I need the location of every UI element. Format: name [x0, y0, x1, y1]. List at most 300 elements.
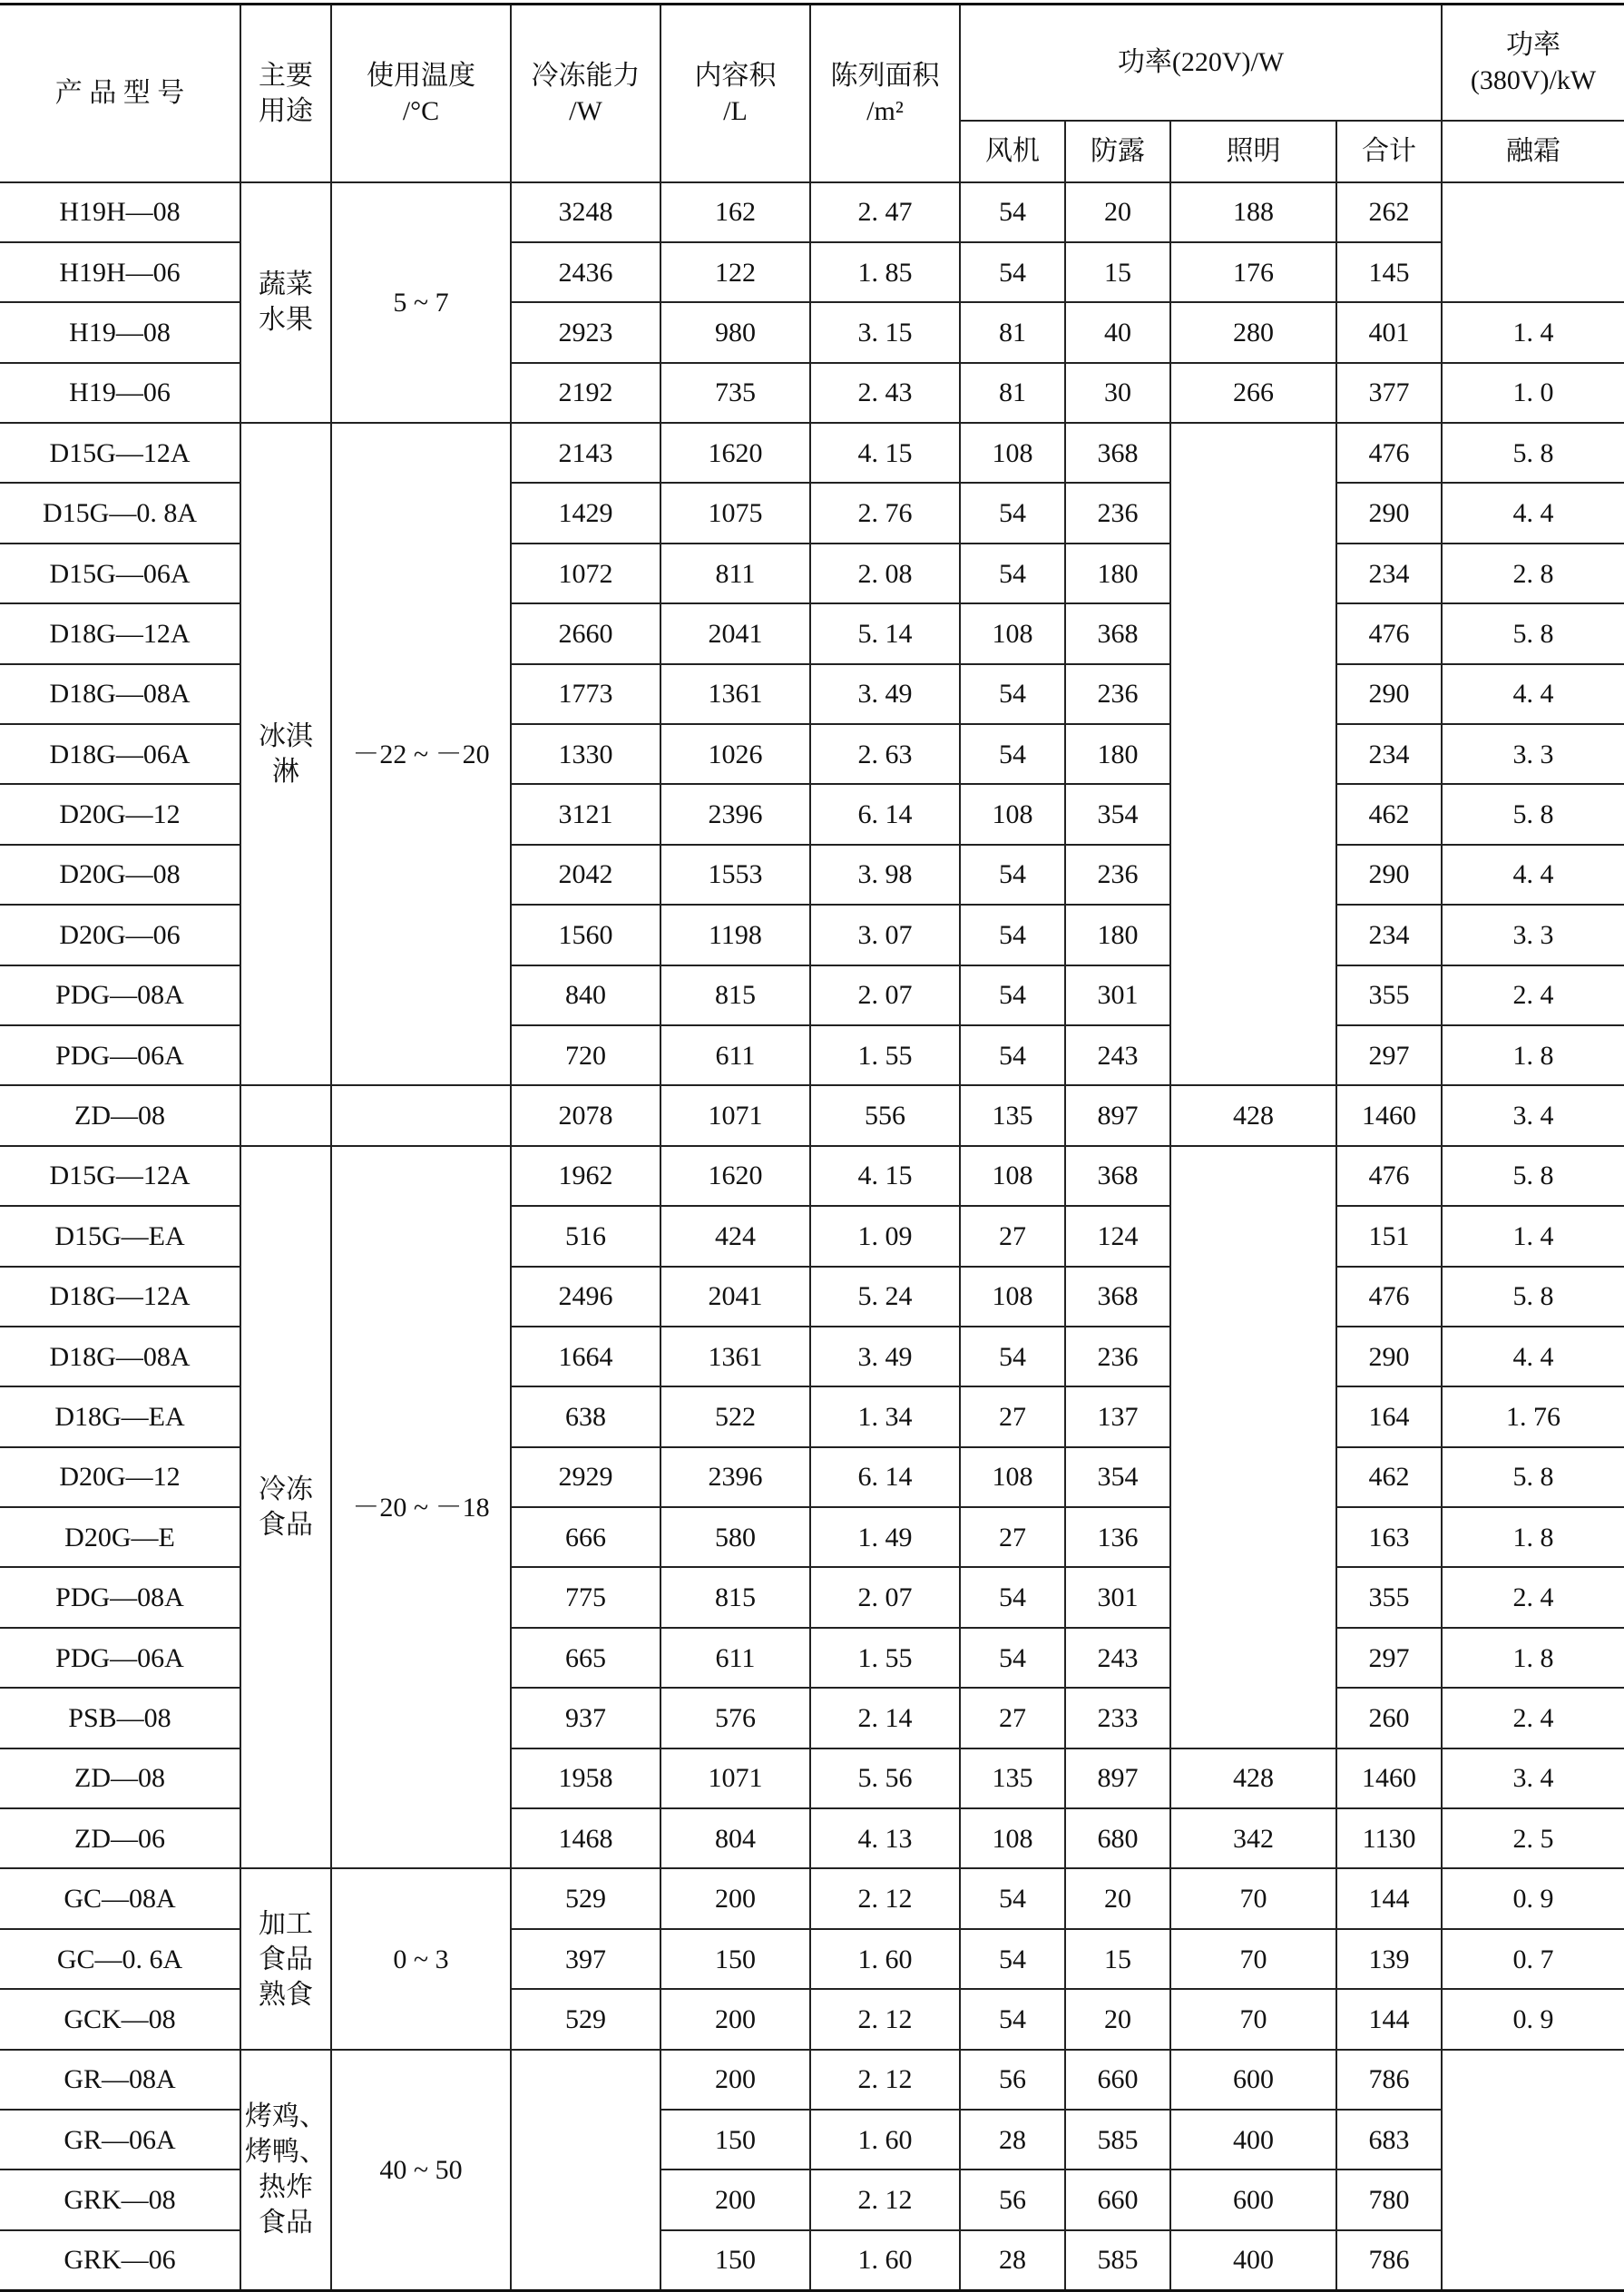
defrost-cell: 5. 8 [1442, 423, 1624, 483]
volume-cell: 815 [660, 1567, 810, 1627]
defrost-cell: 5. 8 [1442, 603, 1624, 663]
defrost-cell: 2. 4 [1442, 1567, 1624, 1627]
model-cell: D20G—12 [0, 1447, 240, 1507]
table-row [0, 1868, 1624, 1928]
defrost-cell: 2. 8 [1442, 544, 1624, 603]
defrost-cell: 4. 4 [1442, 1327, 1624, 1386]
volume-cell: 815 [660, 965, 810, 1025]
total-cell: 780 [1336, 2170, 1442, 2229]
area-cell: 2. 63 [810, 724, 960, 784]
capacity-cell: 775 [511, 1567, 660, 1627]
volume-cell: 162 [660, 182, 810, 242]
volume-cell: 200 [660, 2170, 810, 2229]
dew-cell: 180 [1065, 905, 1170, 965]
capacity-cell: 1560 [511, 905, 660, 965]
total-cell: 1130 [1336, 1808, 1442, 1868]
dew-cell: 585 [1065, 2230, 1170, 2290]
total-cell: 476 [1336, 1267, 1442, 1327]
capacity-cell: 2078 [511, 1085, 660, 1145]
total-cell: 1460 [1336, 1085, 1442, 1145]
use-cell: 加工 食品 熟食 [240, 1868, 331, 2049]
temp-cell: 5 ~ 7 [331, 182, 511, 424]
volume-cell: 1071 [660, 1748, 810, 1808]
fan-cell: 54 [960, 483, 1065, 543]
light-cell: 600 [1170, 2050, 1336, 2110]
total-cell: 786 [1336, 2050, 1442, 2110]
total-cell: 401 [1336, 302, 1442, 362]
model-cell: H19—06 [0, 363, 240, 423]
total-cell: 297 [1336, 1628, 1442, 1688]
dew-cell: 660 [1065, 2050, 1170, 2110]
model-cell: D18G—12A [0, 603, 240, 663]
dew-cell: 301 [1065, 1567, 1170, 1627]
fan-cell: 135 [960, 1748, 1065, 1808]
area-cell: 1. 55 [810, 1025, 960, 1085]
dew-cell: 660 [1065, 2170, 1170, 2229]
header-defrost: 融霜 [1442, 121, 1624, 182]
fan-cell: 54 [960, 1929, 1065, 1989]
light-cell: 188 [1170, 182, 1336, 242]
light-cell: 400 [1170, 2110, 1336, 2170]
defrost-cell: 5. 8 [1442, 1146, 1624, 1206]
header-power-380v: 功率 (380V)/kW [1442, 5, 1624, 121]
total-cell: 164 [1336, 1386, 1442, 1446]
area-cell: 3. 49 [810, 1327, 960, 1386]
capacity-cell: 665 [511, 1628, 660, 1688]
total-cell: 297 [1336, 1025, 1442, 1085]
capacity-cell: 720 [511, 1025, 660, 1085]
defrost-cell [1442, 182, 1624, 303]
capacity-cell: 1773 [511, 664, 660, 724]
light-cell: 70 [1170, 1929, 1336, 1989]
defrost-cell [1442, 2050, 1624, 2291]
fan-cell: 81 [960, 302, 1065, 362]
temp-cell: 40 ~ 50 [331, 2050, 511, 2291]
model-cell: D18G—06A [0, 724, 240, 784]
volume-cell: 1620 [660, 423, 810, 483]
dew-cell: 680 [1065, 1808, 1170, 1868]
defrost-cell: 2. 4 [1442, 965, 1624, 1025]
total-cell: 355 [1336, 1567, 1442, 1627]
capacity-cell: 3121 [511, 784, 660, 844]
area-cell: 3. 07 [810, 905, 960, 965]
table-body [0, 182, 1624, 2291]
capacity-cell: 1468 [511, 1808, 660, 1868]
defrost-cell: 1. 8 [1442, 1507, 1624, 1567]
capacity-cell: 2923 [511, 302, 660, 362]
volume-cell: 2396 [660, 784, 810, 844]
model-cell: D18G—EA [0, 1386, 240, 1446]
volume-cell: 522 [660, 1386, 810, 1446]
volume-cell: 1071 [660, 1085, 810, 1145]
area-cell: 2. 43 [810, 363, 960, 423]
dew-cell: 20 [1065, 1989, 1170, 2049]
capacity-cell: 3248 [511, 182, 660, 242]
capacity-cell: 2660 [511, 603, 660, 663]
use-cell: 烤鸡、 烤鸭、 热炸 食品 [240, 2050, 331, 2291]
dew-cell: 368 [1065, 423, 1170, 483]
defrost-cell: 3. 3 [1442, 905, 1624, 965]
total-cell: 476 [1336, 1146, 1442, 1206]
light-cell: 428 [1170, 1085, 1336, 1145]
temp-cell: 0 ~ 3 [331, 1868, 511, 2049]
model-cell: GCK—08 [0, 1989, 240, 2049]
area-cell: 1. 85 [810, 242, 960, 302]
fan-cell: 54 [960, 664, 1065, 724]
dew-cell: 354 [1065, 1447, 1170, 1507]
volume-cell: 980 [660, 302, 810, 362]
total-cell: 290 [1336, 664, 1442, 724]
fan-cell: 54 [960, 1628, 1065, 1688]
model-cell: PDG—06A [0, 1628, 240, 1688]
fan-cell: 54 [960, 544, 1065, 603]
model-cell: GC—08A [0, 1868, 240, 1928]
defrost-cell: 2. 4 [1442, 1688, 1624, 1748]
use-cell: 冰淇 淋 [240, 423, 331, 1085]
dew-cell: 15 [1065, 242, 1170, 302]
area-cell: 1. 49 [810, 1507, 960, 1567]
dew-cell: 136 [1065, 1507, 1170, 1567]
volume-cell: 611 [660, 1025, 810, 1085]
dew-cell: 243 [1065, 1025, 1170, 1085]
defrost-cell: 1. 76 [1442, 1386, 1624, 1446]
use-cell: 冷冻 食品 [240, 1146, 331, 1869]
area-cell: 2. 07 [810, 965, 960, 1025]
total-cell: 377 [1336, 363, 1442, 423]
total-cell: 234 [1336, 905, 1442, 965]
defrost-cell: 1. 4 [1442, 302, 1624, 362]
dew-cell: 368 [1065, 1146, 1170, 1206]
total-cell: 234 [1336, 544, 1442, 603]
fan-cell: 56 [960, 2170, 1065, 2229]
light-cell: 70 [1170, 1868, 1336, 1928]
defrost-cell: 1. 4 [1442, 1206, 1624, 1266]
dew-cell: 236 [1065, 1327, 1170, 1386]
capacity-cell: 1664 [511, 1327, 660, 1386]
volume-cell: 1620 [660, 1146, 810, 1206]
light-cell: 428 [1170, 1748, 1336, 1808]
dew-cell: 897 [1065, 1748, 1170, 1808]
volume-cell: 150 [660, 1929, 810, 1989]
dew-cell: 368 [1065, 1267, 1170, 1327]
volume-cell: 200 [660, 1989, 810, 2049]
fan-cell: 54 [960, 1989, 1065, 2049]
total-cell: 144 [1336, 1989, 1442, 2049]
model-cell: PSB—08 [0, 1688, 240, 1748]
area-cell: 6. 14 [810, 784, 960, 844]
total-cell: 139 [1336, 1929, 1442, 1989]
temp-cell [331, 1085, 511, 1145]
dew-cell: 368 [1065, 603, 1170, 663]
area-cell: 3. 15 [810, 302, 960, 362]
area-cell: 3. 98 [810, 845, 960, 905]
model-cell: GC—0. 6A [0, 1929, 240, 1989]
model-cell: D18G—08A [0, 1327, 240, 1386]
header-power-220v: 功率(220V)/W [960, 5, 1442, 121]
defrost-cell: 3. 3 [1442, 724, 1624, 784]
defrost-cell: 0. 9 [1442, 1868, 1624, 1928]
dew-cell: 137 [1065, 1386, 1170, 1446]
total-cell: 290 [1336, 483, 1442, 543]
fan-cell: 27 [960, 1507, 1065, 1567]
model-cell: D20G—E [0, 1507, 240, 1567]
volume-cell: 1361 [660, 1327, 810, 1386]
capacity-cell: 1962 [511, 1146, 660, 1206]
capacity-cell: 2042 [511, 845, 660, 905]
model-cell: D15G—06A [0, 544, 240, 603]
model-cell: D15G—12A [0, 423, 240, 483]
temp-cell: －20 ~ －18 [331, 1146, 511, 1869]
light-cell: 400 [1170, 2230, 1336, 2290]
total-cell: 462 [1336, 1447, 1442, 1507]
fan-cell: 108 [960, 1447, 1065, 1507]
defrost-cell: 5. 8 [1442, 1267, 1624, 1327]
total-cell: 1460 [1336, 1748, 1442, 1808]
area-cell: 4. 13 [810, 1808, 960, 1868]
defrost-cell: 1. 0 [1442, 363, 1624, 423]
header-area: 陈列面积 /m² [810, 5, 960, 182]
table-row [0, 1085, 1624, 1145]
fan-cell: 54 [960, 724, 1065, 784]
header-fan: 风机 [960, 121, 1065, 182]
total-cell: 786 [1336, 2230, 1442, 2290]
model-cell: H19H—08 [0, 182, 240, 242]
model-cell: D15G—12A [0, 1146, 240, 1206]
capacity-cell: 529 [511, 1989, 660, 2049]
fan-cell: 28 [960, 2230, 1065, 2290]
total-cell: 145 [1336, 242, 1442, 302]
total-cell: 260 [1336, 1688, 1442, 1748]
model-cell: ZD—06 [0, 1808, 240, 1868]
table-row [0, 2050, 1624, 2110]
header-dew: 防露 [1065, 121, 1170, 182]
light-cell: 176 [1170, 242, 1336, 302]
header-volume: 内容积 /L [660, 5, 810, 182]
capacity-cell: 937 [511, 1688, 660, 1748]
capacity-cell: 2929 [511, 1447, 660, 1507]
defrost-cell: 4. 4 [1442, 483, 1624, 543]
area-cell: 556 [810, 1085, 960, 1145]
table-row [0, 182, 1624, 242]
header-model: 产 品 型 号 [0, 5, 240, 182]
volume-cell: 1553 [660, 845, 810, 905]
area-cell: 1. 09 [810, 1206, 960, 1266]
model-cell: D15G—EA [0, 1206, 240, 1266]
fan-cell: 108 [960, 423, 1065, 483]
volume-cell: 150 [660, 2230, 810, 2290]
light-cell: 266 [1170, 363, 1336, 423]
dew-cell: 124 [1065, 1206, 1170, 1266]
area-cell: 4. 15 [810, 1146, 960, 1206]
volume-cell: 580 [660, 1507, 810, 1567]
header-capacity: 冷冻能力 /W [511, 5, 660, 182]
area-cell: 6. 14 [810, 1447, 960, 1507]
defrost-cell: 5. 8 [1442, 1447, 1624, 1507]
fan-cell: 27 [960, 1206, 1065, 1266]
volume-cell: 2396 [660, 1447, 810, 1507]
volume-cell: 1075 [660, 483, 810, 543]
area-cell: 1. 55 [810, 1628, 960, 1688]
dew-cell: 233 [1065, 1688, 1170, 1748]
model-cell: D20G—08 [0, 845, 240, 905]
capacity-cell: 2192 [511, 363, 660, 423]
capacity-cell: 2143 [511, 423, 660, 483]
total-cell: 163 [1336, 1507, 1442, 1567]
fan-cell: 27 [960, 1386, 1065, 1446]
area-cell: 2. 12 [810, 1868, 960, 1928]
dew-cell: 301 [1065, 965, 1170, 1025]
area-cell: 2. 12 [810, 1989, 960, 2049]
volume-cell: 122 [660, 242, 810, 302]
dew-cell: 236 [1065, 483, 1170, 543]
table-row [0, 1146, 1624, 1206]
capacity-cell: 666 [511, 1507, 660, 1567]
area-cell: 1. 60 [810, 2110, 960, 2170]
defrost-cell: 0. 9 [1442, 1989, 1624, 2049]
area-cell: 2. 47 [810, 182, 960, 242]
volume-cell: 2041 [660, 1267, 810, 1327]
area-cell: 1. 60 [810, 2230, 960, 2290]
fan-cell: 56 [960, 2050, 1065, 2110]
fan-cell: 54 [960, 182, 1065, 242]
model-cell: D20G—12 [0, 784, 240, 844]
dew-cell: 30 [1065, 363, 1170, 423]
model-cell: ZD—08 [0, 1085, 240, 1145]
model-cell: D20G—06 [0, 905, 240, 965]
defrost-cell: 0. 7 [1442, 1929, 1624, 1989]
total-cell: 462 [1336, 784, 1442, 844]
area-cell: 4. 15 [810, 423, 960, 483]
header-light: 照明 [1170, 121, 1336, 182]
dew-cell: 15 [1065, 1929, 1170, 1989]
model-cell: GRK—08 [0, 2170, 240, 2229]
volume-cell: 1361 [660, 664, 810, 724]
capacity-cell: 638 [511, 1386, 660, 1446]
fan-cell: 108 [960, 1808, 1065, 1868]
model-cell: D18G—12A [0, 1267, 240, 1327]
capacity-cell [511, 2050, 660, 2291]
volume-cell: 200 [660, 1868, 810, 1928]
area-cell: 2. 12 [810, 2170, 960, 2229]
fan-cell: 54 [960, 965, 1065, 1025]
volume-cell: 424 [660, 1206, 810, 1266]
dew-cell: 354 [1065, 784, 1170, 844]
dew-cell: 20 [1065, 1868, 1170, 1928]
total-cell: 144 [1336, 1868, 1442, 1928]
fan-cell: 54 [960, 1025, 1065, 1085]
model-cell: H19H—06 [0, 242, 240, 302]
area-cell: 1. 60 [810, 1929, 960, 1989]
fan-cell: 108 [960, 603, 1065, 663]
light-cell: 600 [1170, 2170, 1336, 2229]
area-cell: 2. 12 [810, 2050, 960, 2110]
capacity-cell: 1958 [511, 1748, 660, 1808]
table-header [0, 5, 1624, 182]
model-cell: PDG—06A [0, 1025, 240, 1085]
defrost-cell: 4. 4 [1442, 845, 1624, 905]
fan-cell: 27 [960, 1688, 1065, 1748]
capacity-cell: 1429 [511, 483, 660, 543]
dew-cell: 20 [1065, 182, 1170, 242]
defrost-cell: 3. 4 [1442, 1085, 1624, 1145]
area-cell: 2. 08 [810, 544, 960, 603]
fan-cell: 54 [960, 1327, 1065, 1386]
volume-cell: 735 [660, 363, 810, 423]
model-cell: ZD—08 [0, 1748, 240, 1808]
volume-cell: 200 [660, 2050, 810, 2110]
fan-cell: 81 [960, 363, 1065, 423]
total-cell: 262 [1336, 182, 1442, 242]
area-cell: 2. 07 [810, 1567, 960, 1627]
defrost-cell: 1. 8 [1442, 1628, 1624, 1688]
dew-cell: 897 [1065, 1085, 1170, 1145]
model-cell: D15G—0. 8A [0, 483, 240, 543]
total-cell: 683 [1336, 2110, 1442, 2170]
use-cell: 蔬菜 水果 [240, 182, 331, 424]
defrost-cell: 1. 8 [1442, 1025, 1624, 1085]
area-cell: 2. 76 [810, 483, 960, 543]
capacity-cell: 1072 [511, 544, 660, 603]
light-cell [1170, 423, 1336, 1085]
spec-table [0, 3, 1624, 2292]
volume-cell: 804 [660, 1808, 810, 1868]
capacity-cell: 516 [511, 1206, 660, 1266]
temp-cell: －22 ~ －20 [331, 423, 511, 1085]
total-cell: 355 [1336, 965, 1442, 1025]
volume-cell: 811 [660, 544, 810, 603]
area-cell: 5. 24 [810, 1267, 960, 1327]
area-cell: 2. 14 [810, 1688, 960, 1748]
capacity-cell: 1330 [511, 724, 660, 784]
total-cell: 290 [1336, 1327, 1442, 1386]
light-cell: 280 [1170, 302, 1336, 362]
area-cell: 5. 14 [810, 603, 960, 663]
total-cell: 290 [1336, 845, 1442, 905]
fan-cell: 28 [960, 2110, 1065, 2170]
fan-cell: 108 [960, 784, 1065, 844]
model-cell: PDG—08A [0, 1567, 240, 1627]
defrost-cell: 3. 4 [1442, 1748, 1624, 1808]
dew-cell: 585 [1065, 2110, 1170, 2170]
light-cell [1170, 1146, 1336, 1748]
fan-cell: 135 [960, 1085, 1065, 1145]
fan-cell: 54 [960, 1567, 1065, 1627]
dew-cell: 180 [1065, 724, 1170, 784]
capacity-cell: 397 [511, 1929, 660, 1989]
area-cell: 1. 34 [810, 1386, 960, 1446]
model-cell: GR—08A [0, 2050, 240, 2110]
light-cell: 70 [1170, 1989, 1336, 2049]
volume-cell: 1198 [660, 905, 810, 965]
capacity-cell: 840 [511, 965, 660, 1025]
area-cell: 3. 49 [810, 664, 960, 724]
total-cell: 476 [1336, 423, 1442, 483]
volume-cell: 2041 [660, 603, 810, 663]
total-cell: 234 [1336, 724, 1442, 784]
dew-cell: 236 [1065, 664, 1170, 724]
defrost-cell: 2. 5 [1442, 1808, 1624, 1868]
dew-cell: 243 [1065, 1628, 1170, 1688]
model-cell: H19—08 [0, 302, 240, 362]
defrost-cell: 5. 8 [1442, 784, 1624, 844]
model-cell: GRK—06 [0, 2230, 240, 2290]
table-row [0, 423, 1624, 483]
area-cell: 5. 56 [810, 1748, 960, 1808]
volume-cell: 150 [660, 2110, 810, 2170]
model-cell: PDG—08A [0, 965, 240, 1025]
fan-cell: 54 [960, 242, 1065, 302]
capacity-cell: 2496 [511, 1267, 660, 1327]
